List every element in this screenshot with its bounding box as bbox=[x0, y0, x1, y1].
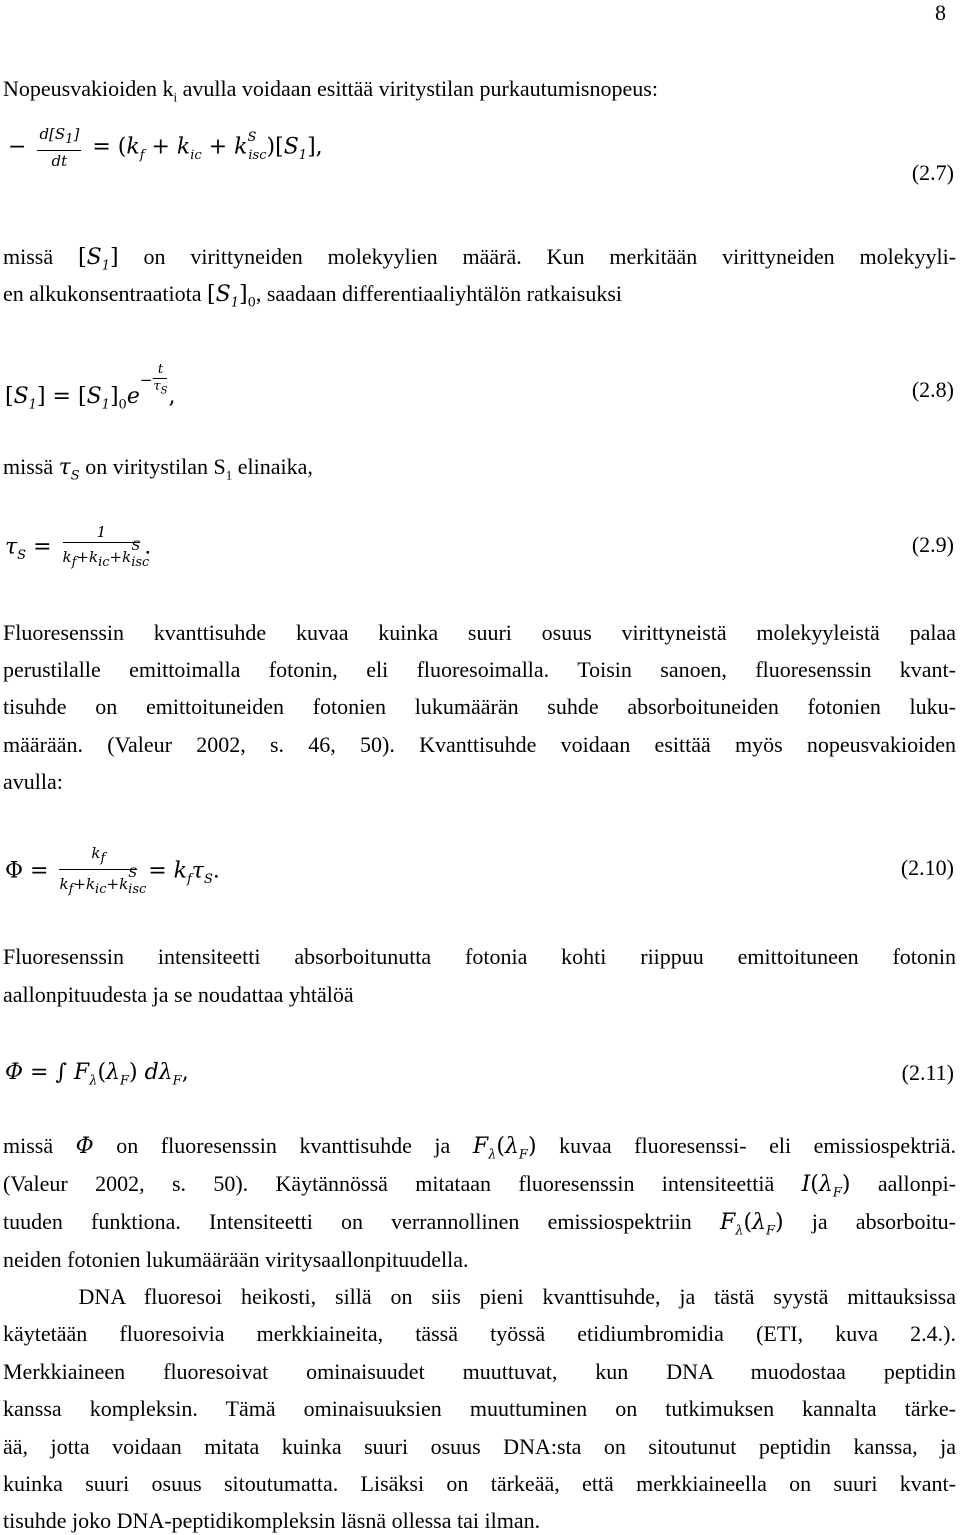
paragraph-3-line: DNA fluoresoi heikosti, sillä on siis pieni kvanttisuhde, ja tästä syystä mittauksissa bbox=[3, 1284, 956, 1309]
text-subscript: 1 bbox=[225, 467, 233, 483]
paragraph-3-line: ää, jotta voidaan mitata kuinka suuri osuus DNA:sta on sitoutunut peptidin kanssa, ja bbox=[3, 1434, 956, 1459]
text-line bbox=[3, 454, 956, 489]
intro-line bbox=[3, 76, 956, 110]
text-line bbox=[3, 1171, 956, 1206]
text-fragment: missä bbox=[3, 454, 54, 479]
equation-number-2-10: (2.10) bbox=[900, 855, 954, 880]
paragraph-2-line: Fluoresenssin intensiteetti absorboitunutta fotonia kohti riippuu emittoituneen fotonin bbox=[3, 944, 956, 969]
text-fragment: elinaika, bbox=[232, 454, 313, 479]
text-line bbox=[3, 1133, 956, 1168]
text-fragment: missä bbox=[3, 1133, 54, 1158]
equation-number-2-7: (2.7) bbox=[911, 160, 954, 185]
equation-2-8: $[S_1] = [S_1]_0e^{- \frac{t}{\tau_S}}$ , bbox=[5, 362, 176, 413]
text-fragment: on fluoresenssin kvanttisuhde ja bbox=[116, 1133, 451, 1158]
text-fragment: on virittyneiden molekyylien määrä. Kun merkitään virittyneiden molekyyli- bbox=[143, 244, 957, 269]
equation-number-2-11: (2.11) bbox=[901, 1060, 954, 1085]
paragraph-1-line: perustilalle emittoimalla fotonin, eli fluoresoimalla. Toisin sanoen, fluoresenssin kvant- bbox=[3, 657, 956, 682]
math-f-lambda: $F_\lambda(\lambda_F)$ bbox=[472, 1134, 537, 1163]
text-fragment: missä bbox=[3, 244, 54, 269]
text-fragment: (Valeur 2002, s. 50). Käytännössä mitataan fluoresenssin intensiteettiä bbox=[3, 1171, 775, 1196]
text-fragment: aallonpi- bbox=[877, 1171, 957, 1196]
paragraph-1-line: määrään. (Valeur 2002, s. 46, 50). Kvanttisuhde voidaan esittää myös nopeusvakioiden bbox=[3, 732, 956, 757]
paragraph-3-line: kanssa kompleksin. Tämä ominaisuuksien muuttuminen on tutkimuksen kannalta tärke- bbox=[3, 1396, 956, 1421]
equation-2-10: Φ = $\frac{k_f}{k_f+k_{ic}+k_{isc}^S}$ = $k_f\tau_S$. bbox=[5, 844, 220, 897]
text-fragment: ja absorboitu- bbox=[811, 1209, 957, 1234]
text-line bbox=[3, 1209, 956, 1244]
paragraph-3-line: tisuhde joko DNA-peptidikompleksin läsnä ollessa tai ilman. bbox=[3, 1508, 541, 1533]
text-line: neiden fotonien lukumäärään viritysaallonpituudella. bbox=[3, 1247, 469, 1272]
paragraph-1-line: avulla: bbox=[3, 769, 63, 794]
paragraph-3-line: Merkkiaineen fluoresoivat ominaisuudet muuttuvat, kun DNA muodostaa peptidin bbox=[3, 1359, 956, 1384]
text-line bbox=[3, 244, 956, 279]
paragraph-2-line: aallonpituudesta ja se noudattaa yhtälöä bbox=[3, 982, 354, 1007]
text-fragment: kuvaa fluoresenssi- eli emissiospektriä. bbox=[559, 1133, 957, 1158]
text-fragment: on viritystilan S bbox=[85, 454, 226, 479]
intro-text: Nopeusvakioiden k bbox=[3, 76, 174, 101]
paragraph-3-line: kuinka suuri osuus sitoutumatta. Lisäksi on tärkeää, että merkkiaineella on suuri kvant- bbox=[3, 1471, 956, 1496]
intro-text-rest: avulla voidaan esittää viritystilan purkautumisnopeus: bbox=[177, 76, 658, 101]
text-fragment: en alkukonsentraatiota bbox=[3, 281, 202, 306]
equation-2-11: Φ = ∫ $F_\lambda(\lambda_F)$ $d\lambda_F$, bbox=[5, 1060, 189, 1089]
paragraph-1-line: Fluoresenssin kvanttisuhde kuvaa kuinka suuri osuus virittyneistä molekyyleistä palaa bbox=[3, 620, 956, 645]
math-i-lambda: $I(\lambda_F)$ bbox=[801, 1172, 851, 1201]
math-s1-0: $[S_1]_0$ bbox=[207, 282, 256, 311]
text-line bbox=[3, 281, 956, 316]
equation-number-2-9: (2.9) bbox=[911, 532, 954, 557]
equation-number-2-8: (2.8) bbox=[911, 377, 954, 402]
text-fragment: , saadaan differentiaaliyhtälön ratkaisuksi bbox=[255, 281, 623, 306]
text-fragment: tuuden funktiona. Intensiteetti on verrannollinen emissiospektriin bbox=[3, 1209, 692, 1234]
intro-subscript: i bbox=[173, 89, 178, 105]
math-tau-s: $\tau_S$ bbox=[58, 455, 80, 484]
equation-2-7: − $\frac{d[S_1]}{dt}$ = $(k_f + k_{ic} + k^S_{isc})[S_1]$, bbox=[8, 125, 323, 170]
math-phi: Φ bbox=[75, 1134, 94, 1159]
equation-2-9: $\tau_S$ = $\frac{1}{k_f+k_{ic}+k_{isc}^S}$ . bbox=[5, 523, 152, 570]
math-s1: $[S_1]$ bbox=[78, 245, 119, 274]
math-f-lambda: $F_\lambda(\lambda_F)$ bbox=[719, 1210, 784, 1239]
page-number: 8 bbox=[935, 0, 946, 25]
paragraph-3-line: käytetään fluoresoivia merkkiaineita, tässä työssä etidiumbromidia (ETI, kuva 2.4.). bbox=[3, 1321, 956, 1346]
paragraph-1-line: tisuhde on emittoituneiden fotonien lukumäärän suhde absorboituneiden fotonien luku- bbox=[3, 694, 956, 719]
